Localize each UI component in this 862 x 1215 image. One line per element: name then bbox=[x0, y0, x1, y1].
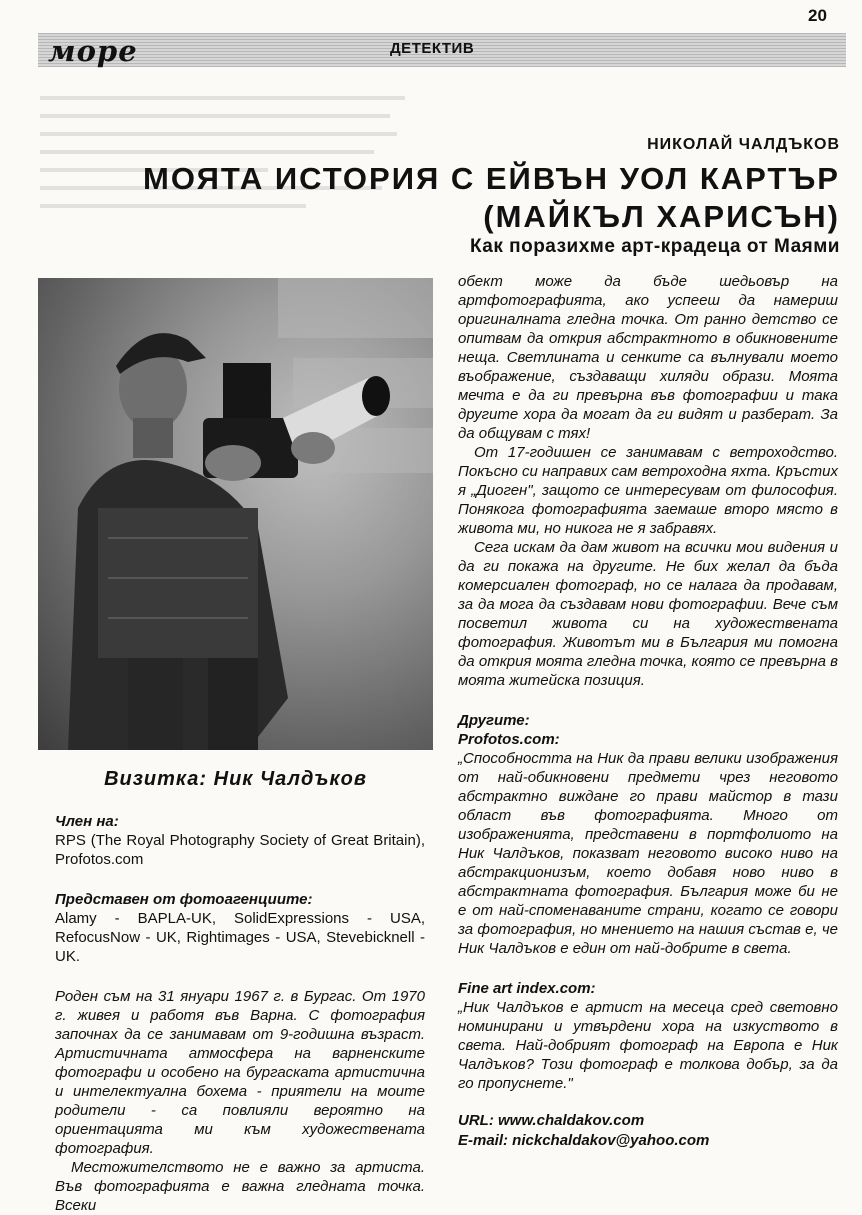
article-title bbox=[140, 160, 840, 236]
section-title: ДЕТЕКТИВ bbox=[390, 40, 475, 57]
website-url[interactable]: URL: www.chaldakov.com bbox=[458, 1112, 645, 1129]
magazine-logo: море bbox=[48, 34, 138, 68]
member-heading: Член на: bbox=[55, 813, 119, 830]
bio-paragraph: Местожителството не е важно за артиста. Във фотографията е важна гледната точка. Всеки bbox=[55, 1159, 425, 1214]
article-title-line-2: (МАЙКЪЛ ХАРИСЪН) bbox=[483, 199, 840, 234]
article-title-line-1: МОЯТА ИСТОРИЯ С ЕЙВЪН УОЛ КАРТЪР bbox=[143, 161, 840, 196]
article-body-column bbox=[458, 272, 838, 1151]
body-paragraph: Сега искам да дам живот на всички мои видения и да ги покажа на другите. Не бих желал да бъда комерсиален фотограф, но се налага да продавам, за да мога да създавам нови фотографии. Вече съм посветил живота си на художествената фотография. Животът ми в България ми помогна да открия моята гледна точка, която се превърна в моята житейска позиция. bbox=[458, 539, 838, 689]
photographer-portrait bbox=[38, 278, 433, 750]
page-number: 20 bbox=[808, 6, 827, 25]
card-title: Визитка: Ник Чалдъков bbox=[104, 768, 367, 790]
profotos-quote: „Способността на Ник да прави велики изображения от най-обикновени предмети чрез неговото абстрактно виждане го прави майстор в тази област във фотографията. Много от изображенията, представени в портфолиото на Ник Чалдъков, показват неговото високо ниво на абстракционизъм, което добавя ново ниво в абстрактната фотография. България може би не е от най-споменаваните страни, когато се говори за фотография, но мнението на нашия състав е, че Ник Чалдъков е един от най-добрите в света. bbox=[458, 750, 838, 957]
article-subtitle: Как поразихме арт-крадеца от Маями bbox=[469, 236, 840, 257]
agencies-text: Alamy - BAPLA-UK, SolidExpressions - USA, RefocusNow - UK, Rightimages - USA, Stevebicknell - UK. bbox=[55, 910, 425, 965]
fineart-quote: „Ник Чалдъков е артист на месеца сред световно номинирани и утвърдени хора на изкуството в света. Най-добрият фотограф на Европа е Ник Чалдъков? Този фотограф е толкова добър, за да го пропуснете." bbox=[458, 999, 838, 1092]
profotos-heading: Profotos.com: bbox=[458, 731, 560, 748]
bio-paragraph: Роден съм на 31 януари 1967 г. в Бургас. От 1970 г. живея и работя във Варна. С фотография започнах да се занимавам от 9-годишна възраст. Артистичната атмосфера на варненските фотографи и особено на бургаската артистична и интелектуална бохема - приятели на моите родители - са повлияли вероятно на ориентацията ми към художествената фотография. bbox=[55, 988, 425, 1157]
photographer-silhouette bbox=[38, 278, 433, 750]
body-paragraph: обект може да бъде шедьовър на артфотографията, ако успееш да намериш оригиналната гледна точка. От ранно детство се опитвам да открия абстрактното в обикновените неща. Светлината и сенките са вълнували моето въображение, създаващи хиляди образи. Моята мечта е да ги превърна във фотографии и така другите хора да могат да ги видят и разберат. За да общувам с тях! bbox=[458, 273, 838, 442]
article-author: НИКОЛАЙ ЧАЛДЪКОВ bbox=[647, 136, 840, 153]
others-heading: Другите: bbox=[458, 712, 530, 729]
contact-email[interactable]: E-mail: nickchaldakov@yahoo.com bbox=[458, 1132, 710, 1149]
fineart-heading: Fine art index.com: bbox=[458, 980, 596, 997]
member-text: RPS (The Royal Photography Society of Great Britain), Profotos.com bbox=[55, 832, 425, 868]
agencies-heading: Представен от фотоагенциите: bbox=[55, 891, 313, 908]
business-card-column bbox=[55, 812, 425, 1215]
body-paragraph: От 17-годишен се занимавам с ветроходство. Покъсно си направих сам ветроходна яхта. Кръстих я „Диоген", защото се интересувам от философия. Понякога фотографията заемаше второ място в живота ми, но никога не я забравях. bbox=[458, 444, 838, 537]
